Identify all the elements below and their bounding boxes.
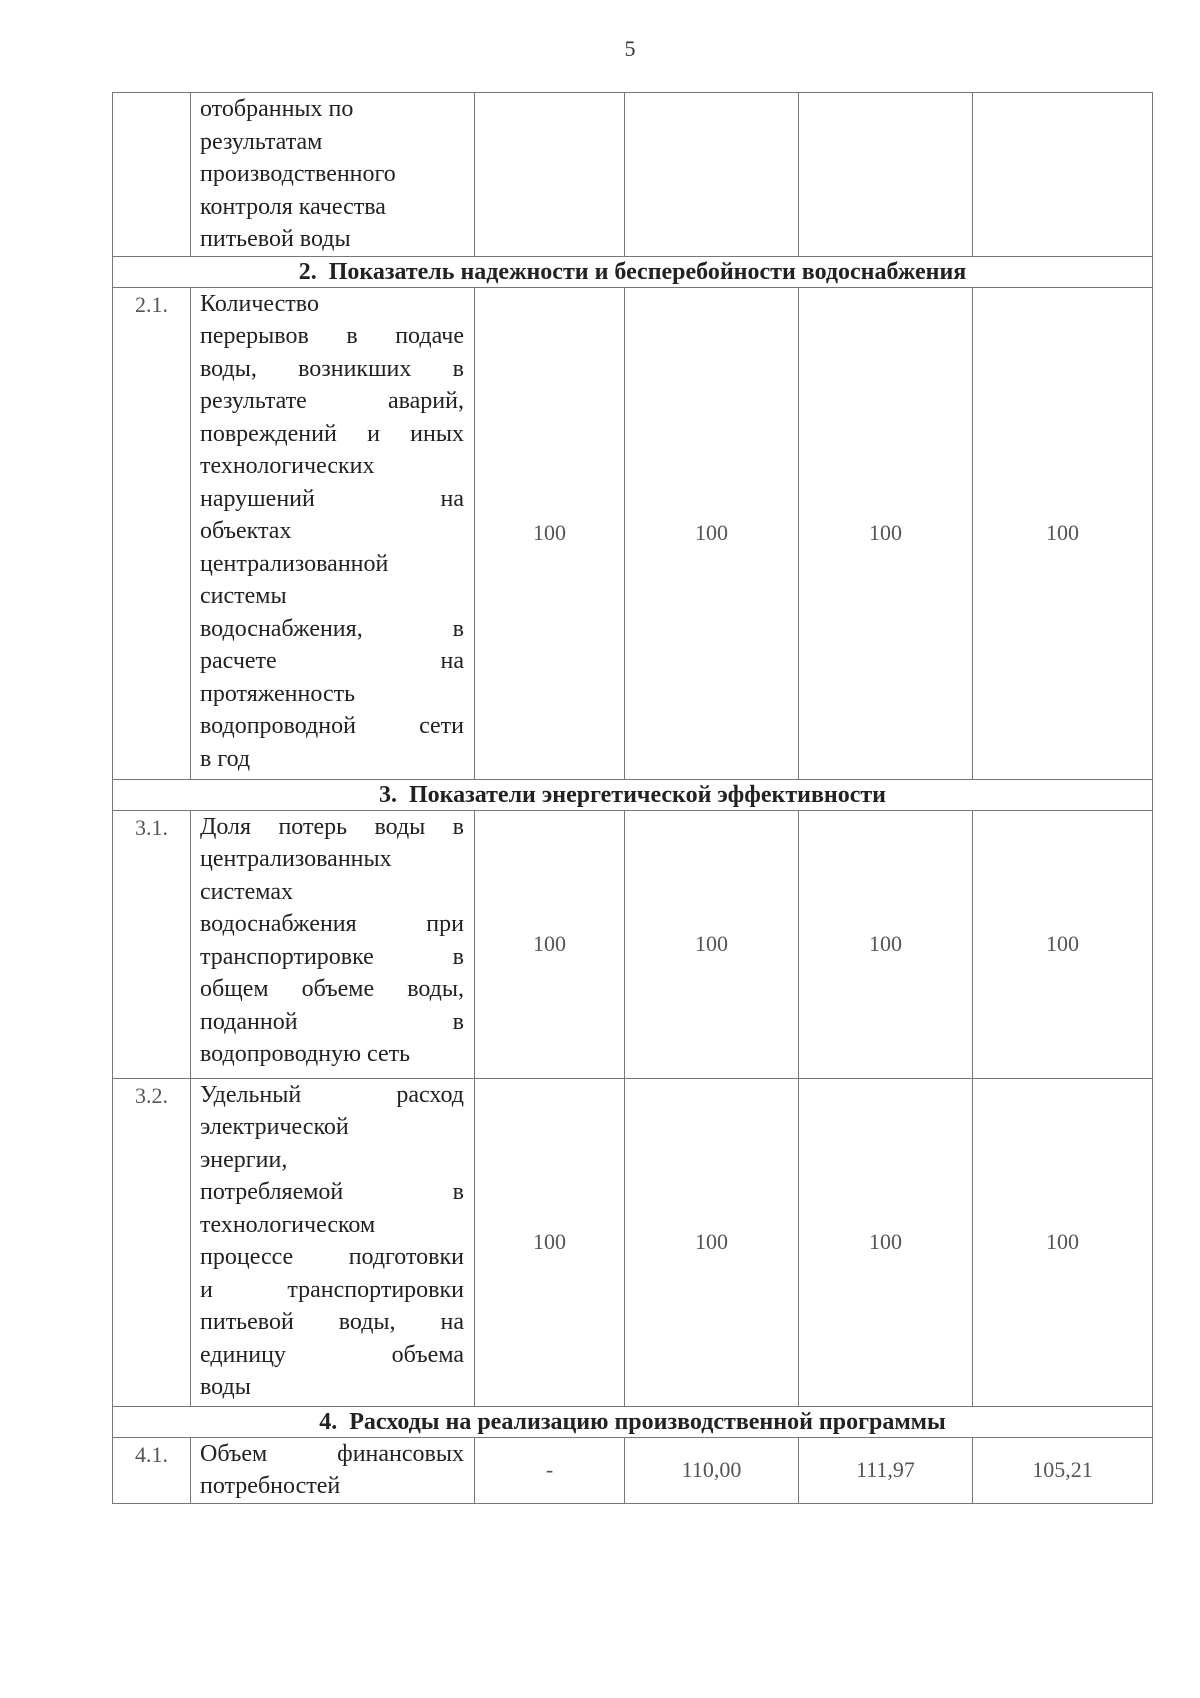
indicator-name-line: питьевой воды	[200, 226, 351, 252]
indicator-name-line: Удельный расход	[200, 1081, 464, 1108]
value-cell: 100	[799, 1078, 973, 1406]
section-number: 4.	[319, 1408, 338, 1435]
indicator-name-line: процессе подготовки	[200, 1244, 464, 1270]
row-number-cell: 3.1.	[113, 810, 191, 1078]
value-cell: 100	[475, 287, 625, 779]
value-cell: -	[475, 1437, 625, 1503]
indicator-name-line: воды	[200, 1374, 251, 1400]
value-cell	[799, 93, 973, 257]
indicator-name-cell	[191, 287, 475, 779]
indicators-table	[112, 92, 1153, 1504]
indicator-name-cell	[191, 93, 475, 257]
indicator-name-line: Количество	[200, 290, 319, 317]
table-row-continuation	[113, 93, 1153, 257]
value-cell	[475, 93, 625, 257]
value-cell: 100	[799, 810, 973, 1078]
row-number-cell: 3.2.	[113, 1078, 191, 1406]
indicator-name-line: водопроводную сеть	[200, 1041, 411, 1067]
indicator-name-line: результате аварий,	[200, 388, 464, 414]
indicator-name-line: водоснабжения при	[200, 911, 464, 937]
indicator-name-line: единицу объема	[200, 1341, 464, 1368]
indicator-name-line: питьевой воды, на	[200, 1309, 464, 1335]
indicator-name-line: общем объеме воды,	[200, 976, 464, 1002]
indicator-name-line: протяженность	[200, 680, 356, 707]
indicator-name-line: системы	[200, 583, 287, 609]
value-cell: 100	[625, 810, 799, 1078]
value-cell: 100	[799, 287, 973, 779]
indicator-name-line: технологических	[200, 453, 375, 479]
indicator-name-line: транспортировке в	[200, 943, 464, 970]
value-cell: 100	[625, 1078, 799, 1406]
indicator-name-cell	[191, 1437, 475, 1503]
indicator-name-line: нарушений на	[200, 485, 464, 512]
value-cell: 100	[973, 810, 1153, 1078]
indicator-name-line: перерывов в подаче	[200, 323, 464, 349]
indicator-name-line: и транспортировки	[200, 1276, 464, 1303]
section-header-2	[113, 256, 1153, 287]
indicator-name-line: системах	[200, 878, 293, 905]
section-number: 2.	[298, 258, 317, 285]
value-cell: 100	[475, 810, 625, 1078]
value-cell: 100	[625, 287, 799, 779]
indicator-name-line: контроля качества	[200, 193, 386, 220]
indicator-name-line: технологическом	[200, 1211, 376, 1238]
indicator-name-line: поданной в	[200, 1008, 464, 1035]
section-header-4	[113, 1406, 1153, 1437]
indicator-name-line: производственного	[200, 161, 396, 187]
indicator-name-line: потребностей	[200, 1473, 341, 1499]
table-row-2-1	[113, 287, 1153, 779]
row-number-cell: 4.1.	[113, 1437, 191, 1503]
value-cell: 100	[973, 287, 1153, 779]
indicator-name-line: водоснабжения, в	[200, 615, 464, 642]
page-number: 5	[624, 36, 636, 61]
indicator-name-line: Доля потерь воды в	[200, 813, 464, 840]
section-title-cell	[113, 1406, 1153, 1437]
row-number-cell: 2.1.	[113, 287, 191, 779]
value-cell	[625, 93, 799, 257]
table-row-4-1	[113, 1437, 1153, 1503]
section-number: 3.	[378, 781, 397, 808]
value-cell: 111,97	[799, 1437, 973, 1503]
indicator-name-line: потребляемой в	[200, 1179, 464, 1205]
indicator-name-line: электрической	[200, 1114, 349, 1140]
indicator-name-line: централизованных	[200, 846, 392, 872]
indicator-name-line: централизованной	[200, 550, 389, 577]
table-row-3-2	[113, 1078, 1153, 1406]
indicator-name-line: повреждений и иных	[200, 420, 464, 447]
indicator-name-cell	[191, 810, 475, 1078]
table-row-3-1	[113, 810, 1153, 1078]
section-title-cell	[113, 779, 1153, 810]
value-cell: 100	[475, 1078, 625, 1406]
indicator-name-line: Объем финансовых	[200, 1440, 464, 1467]
indicator-name-line: энергии,	[200, 1146, 288, 1173]
indicator-name-line: объектах	[200, 518, 292, 544]
value-cell: 110,00	[625, 1437, 799, 1503]
indicator-name-line: воды, возникших в	[200, 355, 464, 382]
indicator-name-line: отобранных по	[200, 96, 354, 122]
section-header-3	[113, 779, 1153, 810]
section-title: Расходы на реализацию производственной программы	[349, 1408, 946, 1435]
section-title: Показатели энергетической эффективности	[408, 781, 886, 808]
value-cell	[973, 93, 1153, 257]
indicator-name-line: результатам	[200, 128, 323, 155]
value-cell: 105,21	[973, 1437, 1153, 1503]
row-number-cell	[113, 93, 191, 257]
indicator-name-line: в год	[200, 745, 251, 772]
section-title-cell	[113, 256, 1153, 287]
indicator-name-cell	[191, 1078, 475, 1406]
section-title: Показатель надежности и бесперебойности водоснабжения	[328, 258, 967, 285]
indicator-name-line: расчете на	[200, 648, 464, 674]
indicator-name-line: водопроводной сети	[200, 713, 464, 739]
value-cell: 100	[973, 1078, 1153, 1406]
